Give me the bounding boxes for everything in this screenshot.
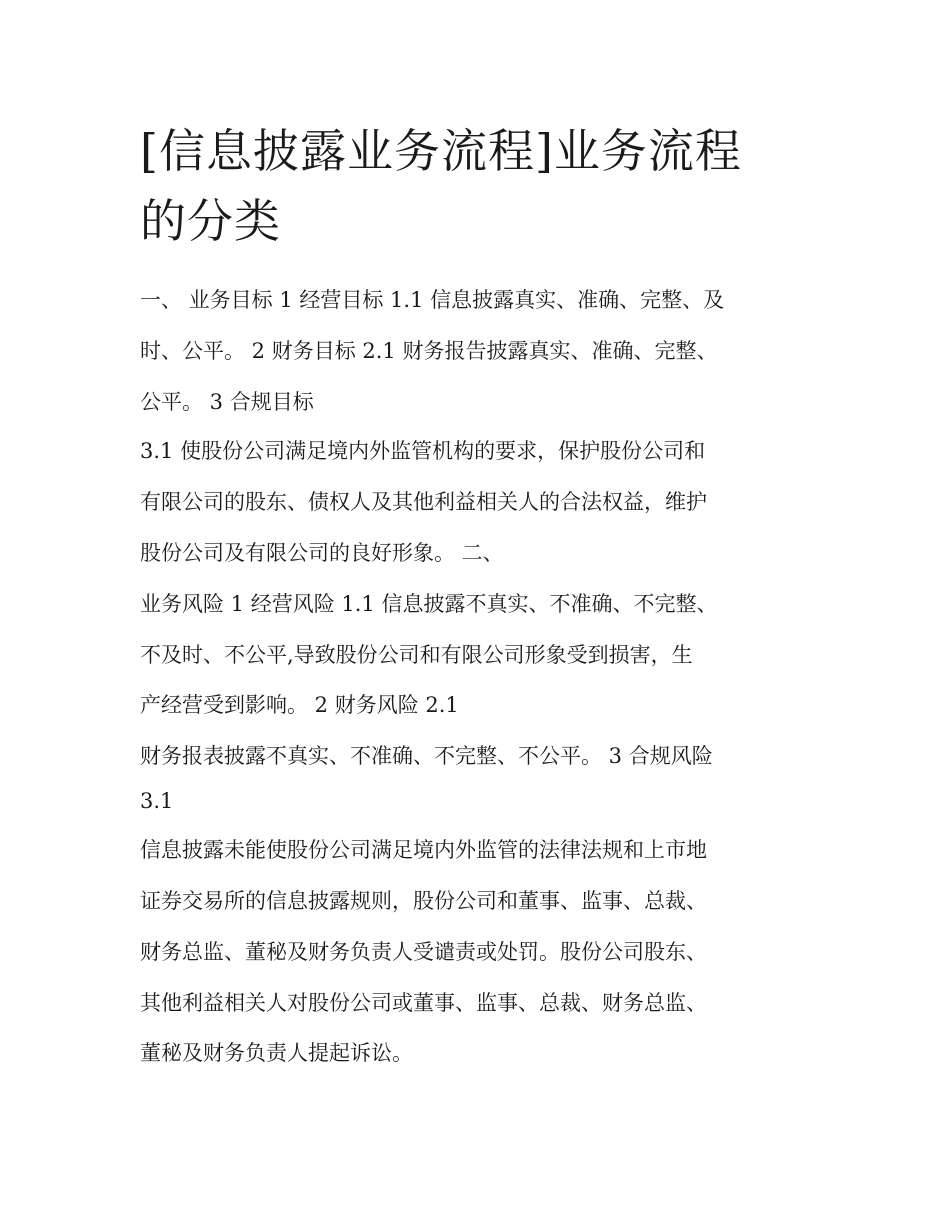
body-line: 其他利益相关人对股份公司或董事、监事、总裁、财务总监、 <box>140 991 707 1015</box>
document-title <box>140 116 840 256</box>
body-line: 有限公司的股东、债权人及其他利益相关人的合法权益，维护 <box>140 490 707 514</box>
body-line: 董秘及财务负责人提起诉讼。 <box>140 1041 413 1065</box>
body-line: 产经营受到影响。 2 财务风险 2.1 <box>140 693 459 717</box>
body-line: 不及时、不公平,导致股份公司和有限公司形象受到损害，生 <box>140 643 693 667</box>
body-line: 业务风险 1 经营风险 1.1 信息披露不真实、不准确、不完整、 <box>140 592 718 616</box>
body-line: 3.1 <box>140 789 174 813</box>
body-line: 时、公平。 2 财务目标 2.1 财务报告披露真实、准确、完整、 <box>140 339 718 363</box>
body-line: 3.1 使股份公司满足境内外监管机构的要求，保护股份公司和 <box>140 439 706 463</box>
title-line-2: 的分类 <box>140 194 281 248</box>
body-line: 证券交易所的信息披露规则，股份公司和董事、监事、总裁、 <box>140 889 707 913</box>
body-line: 财务总监、董秘及财务负责人受谴责或处罚。股份公司股东、 <box>140 940 707 964</box>
body-line: 股份公司及有限公司的良好形象。 二、 <box>140 541 504 565</box>
title-line-1: [信息披露业务流程]业务流程 <box>140 124 742 178</box>
body-line: 财务报表披露不真实、不准确、不完整、不公平。 3 合规风险 <box>140 744 713 768</box>
body-line: 一、 业务目标 1 经营目标 1.1 信息披露真实、准确、完整、及 <box>140 288 725 312</box>
body-line: 信息披露未能使股份公司满足境内外监管的法律法规和上市地 <box>140 838 707 862</box>
body-line: 公平。 3 合规目标 <box>140 390 314 414</box>
